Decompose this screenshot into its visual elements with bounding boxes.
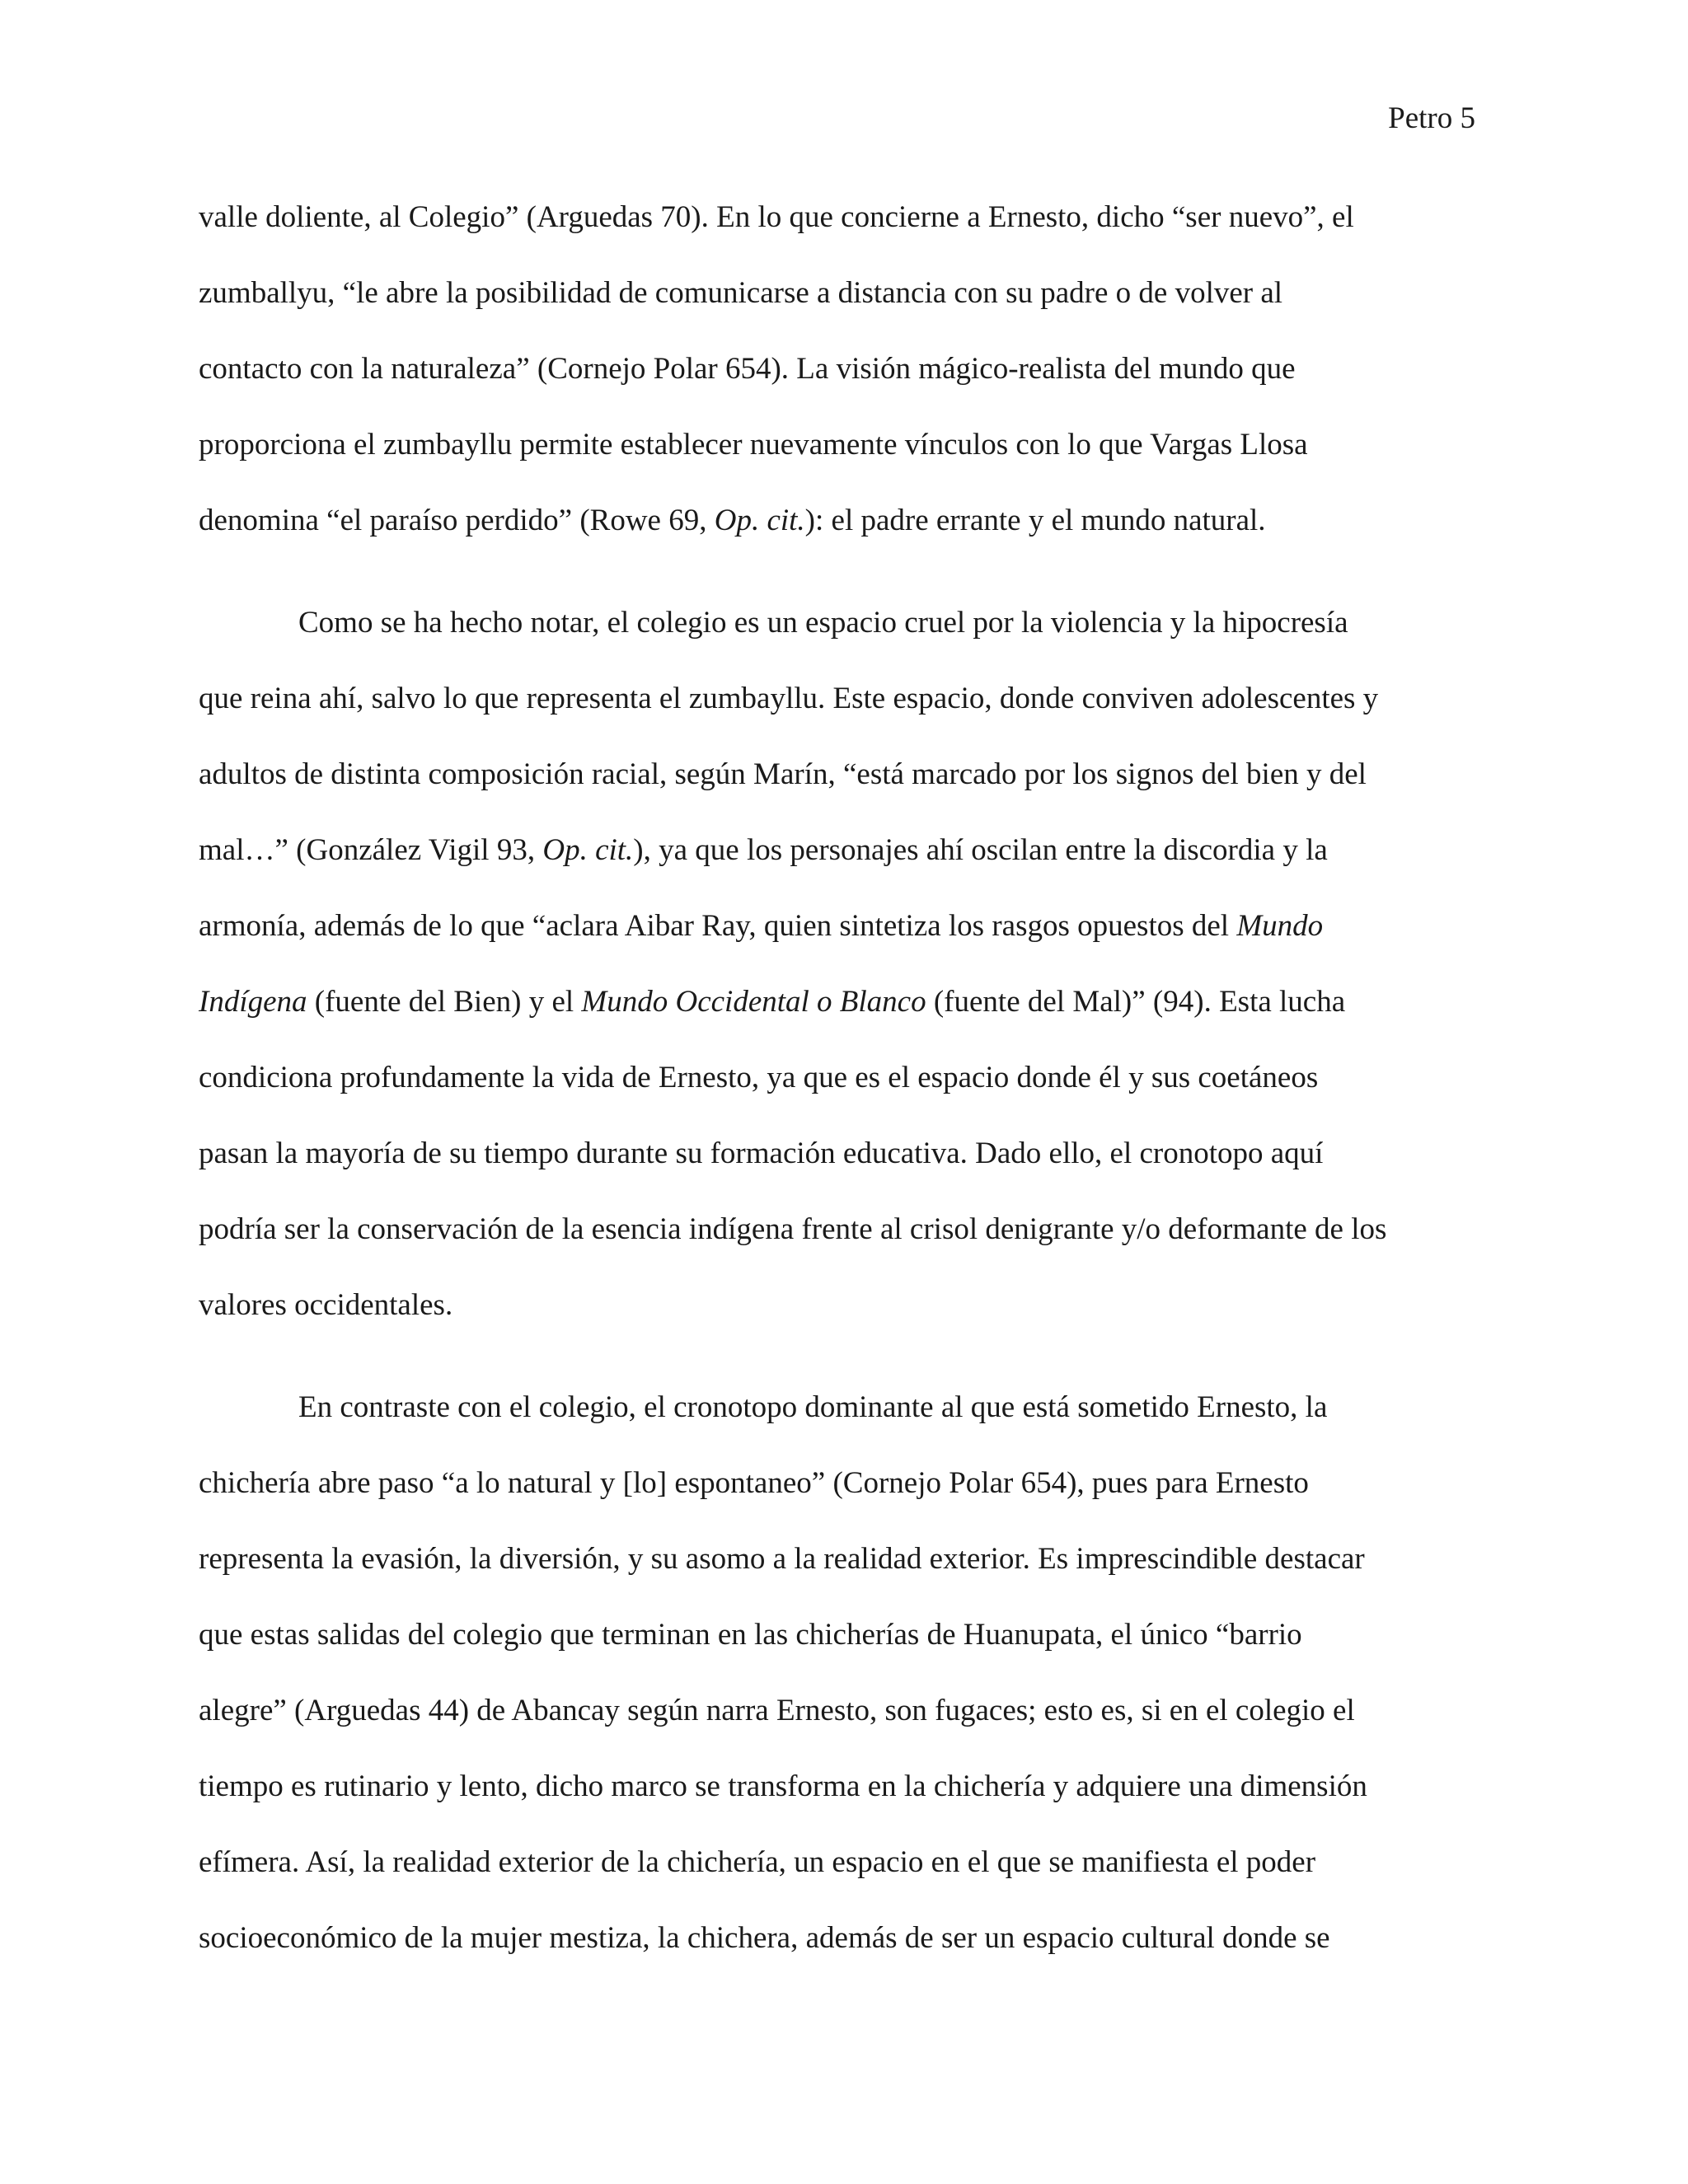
text-line xyxy=(199,907,1323,946)
text-run: armonía, además de lo que “aclara Aibar Ray, quien sintetiza los rasgos opuestos del xyxy=(199,909,1237,943)
text-run: (fuente del Mal)” (94). Esta lucha xyxy=(926,985,1346,1019)
text-line: proporciona el zumbayllu permite establecer nuevamente vínculos con lo que Vargas Llosa xyxy=(199,428,1308,462)
text-line: En contraste con el colegio, el cronotopo dominante al que está sometido Ernesto, la xyxy=(298,1390,1328,1424)
text-line: representa la evasión, la diversión, y su asomo a la realidad exterior. Es imprescindible destacar xyxy=(199,1542,1365,1576)
text-line: alegre” (Arguedas 44) de Abancay según narra Ernesto, son fugaces; esto es, si en el colegio el xyxy=(199,1694,1355,1727)
text-line: adultos de distinta composición racial, según Marín, “está marcado por los signos del bien y del xyxy=(199,757,1367,791)
italic-citation: Op. cit. xyxy=(542,833,634,867)
italic-term: Mundo xyxy=(1236,909,1324,943)
text-line: Como se ha hecho notar, el colegio es un espacio cruel por la violencia y la hipocresía xyxy=(298,606,1348,640)
text-line xyxy=(199,982,1345,1022)
running-head: Petro 5 xyxy=(1388,101,1475,135)
text-run: ), ya que los personajes ahí oscilan entre la discordia y la xyxy=(633,833,1328,867)
italic-term: Mundo Occidental o Blanco xyxy=(581,985,926,1019)
text-line: efímera. Así, la realidad exterior de la chichería, un espacio en el que se manifiesta el poder xyxy=(199,1845,1316,1879)
text-run: (fuente del Bien) y el xyxy=(307,985,582,1019)
text-line xyxy=(199,831,1328,870)
text-line: socioeconómico de la mujer mestiza, la chichera, además de ser un espacio cultural donde se xyxy=(199,1921,1330,1955)
text-line: valores occidentales. xyxy=(199,1288,453,1322)
text-line: chichería abre paso “a lo natural y [lo] espontaneo” (Cornejo Polar 654), pues para Ernesto xyxy=(199,1466,1309,1500)
text-line: que estas salidas del colegio que terminan en las chicherías de Huanupata, el único “barrio xyxy=(199,1618,1302,1652)
text-line: podría ser la conservación de la esencia indígena frente al crisol denigrante y/o deformante de los xyxy=(199,1212,1387,1246)
text-line: pasan la mayoría de su tiempo durante su formación educativa. Dado ello, el cronotopo aquí xyxy=(199,1137,1324,1170)
italic-citation: Op. cit. xyxy=(714,504,805,537)
text-line: zumballyu, “le abre la posibilidad de comunicarse a distancia con su padre o de volver al xyxy=(199,276,1283,310)
text-line xyxy=(199,501,1266,541)
italic-term: Indígena xyxy=(199,985,307,1019)
text-line: condiciona profundamente la vida de Ernesto, ya que es el espacio donde él y sus coetáneos xyxy=(199,1061,1319,1094)
text-run: mal…” (González Vigil 93, xyxy=(199,833,543,867)
text-run: ): el padre errante y el mundo natural. xyxy=(804,504,1266,537)
text-line: valle doliente, al Colegio” (Arguedas 70). En lo que concierne a Ernesto, dicho “ser nuevo”, el xyxy=(199,200,1354,234)
text-line: que reina ahí, salvo lo que representa el zumbayllu. Este espacio, donde conviven adolescentes y xyxy=(199,682,1379,715)
text-line: contacto con la naturaleza” (Cornejo Polar 654). La visión mágico-realista del mundo que xyxy=(199,352,1296,386)
text-line: tiempo es rutinario y lento, dicho marco se transforma en la chichería y adquiere una dimensión xyxy=(199,1769,1367,1803)
text-run: denomina “el paraíso perdido” (Rowe 69, xyxy=(199,504,715,537)
